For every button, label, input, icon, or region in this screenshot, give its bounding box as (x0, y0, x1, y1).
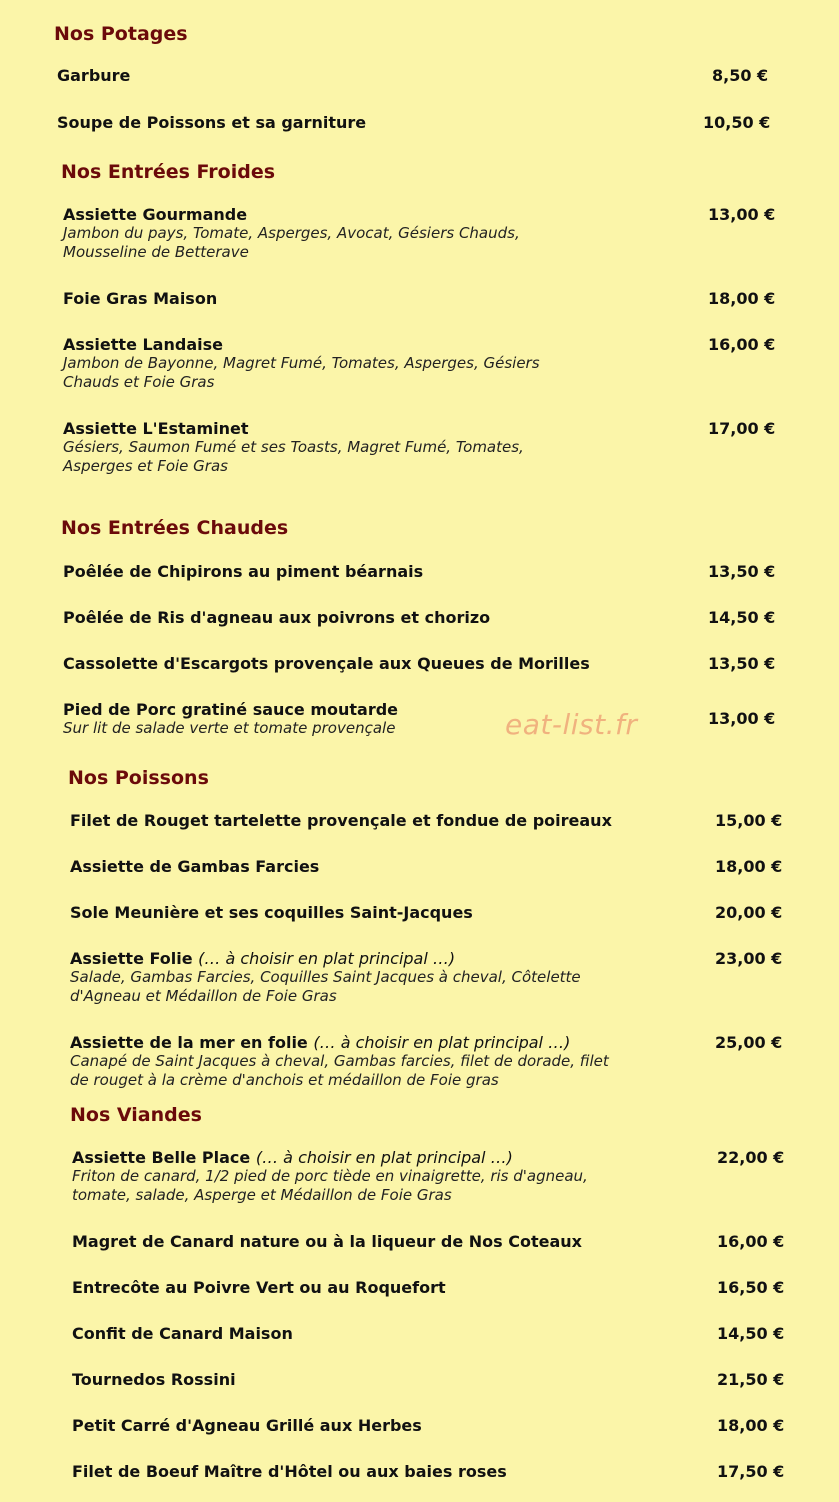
item-name: Soupe de Poissons et sa garniture (57, 113, 367, 132)
menu-item (63, 419, 823, 476)
item-description: Jambon du pays, Tomate, Asperges, Avocat, Gésiers Chauds, Mousseline de Betterave (63, 224, 520, 261)
item-price: 22,00 € (717, 1148, 785, 1167)
item-price: 13,50 € (708, 654, 776, 673)
menu-item (72, 1278, 832, 1297)
menu-item (72, 1462, 832, 1481)
item-price: 13,50 € (708, 562, 776, 581)
item-description: Jambon de Bayonne, Magret Fumé, Tomates, Asperges, Gésiers Chauds et Foie Gras (63, 354, 540, 391)
menu-item (72, 1148, 832, 1205)
menu-item (70, 811, 830, 830)
item-price: 23,00 € (715, 949, 783, 968)
item-description: Sur lit de salade verte et tomate provençale (63, 719, 396, 737)
item-price: 17,50 € (717, 1462, 785, 1481)
item-price: 13,00 € (708, 205, 776, 224)
item-name-text: Assiette Folie (70, 949, 193, 968)
item-price: 18,00 € (708, 289, 776, 308)
menu-item (72, 1232, 832, 1251)
item-price: 15,00 € (715, 811, 783, 830)
item-price: 16,50 € (717, 1278, 785, 1297)
section-heading: Nos Poissons (68, 767, 209, 789)
item-name: Foie Gras Maison (63, 289, 218, 308)
menu-item (72, 1370, 832, 1389)
item-name: Pied de Porc gratiné sauce moutarde (63, 700, 399, 719)
menu-item (57, 66, 817, 85)
item-price: 25,00 € (715, 1033, 783, 1052)
item-name: Assiette de Gambas Farcies (70, 857, 320, 876)
menu-item (63, 608, 823, 627)
menu-item (72, 1324, 832, 1343)
item-name: Cassolette d'Escargots provençale aux Queues de Morilles (63, 654, 590, 673)
item-name: Filet de Rouget tartelette provençale et fondue de poireaux (70, 811, 612, 830)
item-description: Canapé de Saint Jacques à cheval, Gambas farcies, filet de dorade, filet de rouget à la crème d'anchois et médaillon de Foie gras (70, 1052, 609, 1089)
item-price: 18,00 € (717, 1416, 785, 1435)
item-price: 14,50 € (708, 608, 776, 627)
item-name: Sole Meunière et ses coquilles Saint-Jacques (70, 903, 473, 922)
menu-item (70, 903, 830, 922)
item-note: (… à choisir en plat principal …) (255, 1148, 513, 1167)
item-price: 13,00 € (708, 709, 776, 728)
menu-item (70, 1033, 830, 1090)
item-name: Assiette Gourmande (63, 205, 248, 224)
item-name: Poêlée de Chipirons au piment béarnais (63, 562, 424, 581)
item-price: 18,00 € (715, 857, 783, 876)
item-name: Assiette Landaise (63, 335, 223, 354)
watermark: eat-list.fr (505, 708, 638, 741)
item-note: (… à choisir en plat principal …) (313, 1033, 571, 1052)
menu-item (63, 335, 823, 392)
item-price: 21,50 € (717, 1370, 785, 1389)
menu-item (63, 700, 823, 738)
item-name: Entrecôte au Poivre Vert ou au Roquefort (72, 1278, 446, 1297)
item-name: Magret de Canard nature ou à la liqueur de Nos Coteaux (72, 1232, 582, 1251)
item-name: Filet de Boeuf Maître d'Hôtel ou aux baies roses (72, 1462, 507, 1481)
menu-item (63, 289, 823, 308)
item-description: Salade, Gambas Farcies, Coquilles Saint Jacques à cheval, Côtelette d'Agneau et Médaillon de Foie Gras (70, 968, 581, 1005)
menu-item (63, 654, 823, 673)
item-price: 10,50 € (703, 113, 771, 132)
item-name: Petit Carré d'Agneau Grillé aux Herbes (72, 1416, 422, 1435)
menu-item (63, 205, 823, 262)
item-price: 8,50 € (712, 66, 769, 85)
item-name: Confit de Canard Maison (72, 1324, 293, 1343)
item-price: 17,00 € (708, 419, 776, 438)
item-price: 20,00 € (715, 903, 783, 922)
menu-item (57, 113, 817, 132)
section-heading: Nos Entrées Chaudes (61, 517, 289, 539)
menu-item (63, 562, 823, 581)
item-description: Gésiers, Saumon Fumé et ses Toasts, Magret Fumé, Tomates, Asperges et Foie Gras (63, 438, 524, 475)
item-price: 16,00 € (717, 1232, 785, 1251)
item-note: (… à choisir en plat principal …) (198, 949, 456, 968)
section-heading: Nos Viandes (70, 1104, 202, 1126)
item-price: 16,00 € (708, 335, 776, 354)
item-description: Friton de canard, 1/2 pied de porc tiède en vinaigrette, ris d'agneau, tomate, salade, Asperge et Médaillon de Foie Gras (72, 1167, 588, 1204)
menu-item (72, 1416, 832, 1435)
section-heading: Nos Potages (54, 23, 188, 45)
menu-item (70, 949, 830, 1006)
menu-item (70, 857, 830, 876)
item-name: Garbure (57, 66, 131, 85)
item-name-text: Assiette de la mer en folie (70, 1033, 308, 1052)
item-name-text: Assiette Belle Place (72, 1148, 251, 1167)
item-price: 14,50 € (717, 1324, 785, 1343)
item-name: Tournedos Rossini (72, 1370, 236, 1389)
section-heading: Nos Entrées Froides (61, 161, 276, 183)
item-name: Poêlée de Ris d'agneau aux poivrons et chorizo (63, 608, 491, 627)
item-name: Assiette L'Estaminet (63, 419, 249, 438)
